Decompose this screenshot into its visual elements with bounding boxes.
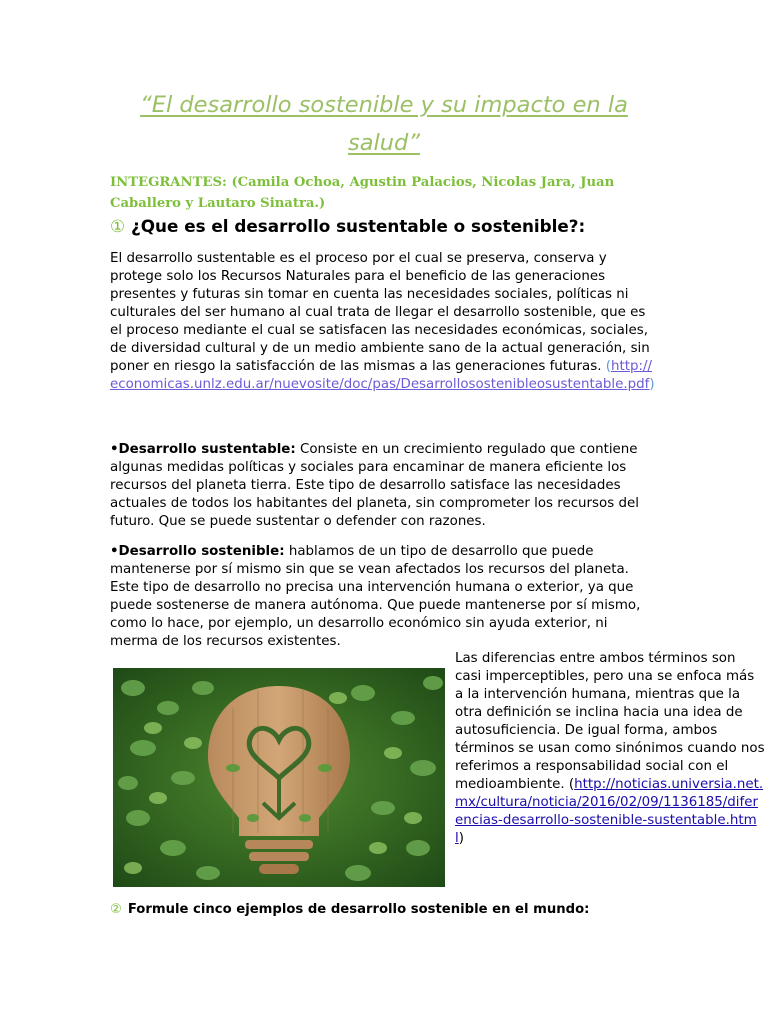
- paragraph-definition: [110, 250, 658, 394]
- lightbulb-leaves-image: [113, 668, 445, 887]
- section-1-number: ①: [110, 216, 126, 236]
- sustentable-text: Consiste en un crecimiento regulado que contiene algunas medidas políticas y sociales para encaminar de manera eficiente los recursos del planeta tierra. Este tipo de desarrollo satisface las necesidades actuales de todos los habitantes del planeta, sin comprometer los recursos del futuro. Que se puede sustentar o defender con razones.: [110, 442, 639, 529]
- paragraph-sostenible: [110, 543, 658, 650]
- sustentable-term: •Desarrollo sustentable:: [110, 442, 296, 457]
- paragraph-diferencias: [455, 650, 765, 848]
- paragraph-definition-text: El desarrollo sustentable es el proceso por el cual se preserva, conserva y protege solo los Recursos Naturales para el beneficio de las generaciones presentes y futuras sin tomar en cuenta las necesidades sociales, políticas ni culturales del ser humano al cual trata de llegar el desarrollo sostenible, que es el proceso mediante el cual se satisfacen las necesidades económicas, sociales, de diversidad cultural y de un medio ambiente sano de la actual generación, sin poner en riesgo la satisfacción de las mismas a las generaciones futuras.: [110, 251, 650, 374]
- paren-open: (: [605, 359, 611, 374]
- section-2-heading-text: Formule cinco ejemplos de desarrollo sostenible en el mundo:: [127, 902, 590, 917]
- title-line-1: “El desarrollo sostenible y su impacto en la: [140, 92, 628, 118]
- section-1-heading-text: ¿Que es el desarrollo sustentable o sostenible?:: [131, 216, 586, 236]
- sostenible-term: •Desarrollo sostenible:: [110, 544, 285, 559]
- diferencias-text: Las diferencias entre ambos términos son casi imperceptibles, pero una se enfoca más a la intervención humana, mientras que la otra definición se inclina hacia una idea de autosuficiencia. De igual forma, ambos términos se usan como sinónimos cuando nos referimos a responsabilidad social con el medioambiente.: [455, 651, 765, 792]
- paren-close: ): [649, 377, 655, 392]
- paren-close: ): [458, 831, 464, 846]
- unlz-link[interactable]: http://economicas.unlz.edu.ar/nuevosite/doc/pas/Desarrollosostenibleosustentable.pdf: [110, 359, 652, 392]
- document-title: [110, 86, 658, 162]
- section-1-heading: [110, 214, 585, 238]
- paragraph-sustentable: [110, 441, 658, 531]
- paren-open: (: [568, 777, 575, 792]
- title-line-2: salud”: [348, 130, 420, 156]
- sostenible-text: hablamos de un tipo de desarrollo que puede mantenerse por sí mismo sin que se vean afectados los recursos del planeta. Este tipo de desarrollo no precisa una intervención humana o exterior, ya que puede sostenerse de manera autónoma. Que puede mantenerse por sí mismo, como lo hace, por ejemplo, un desarrollo económico sin ayuda exterior, ni merma de los recursos existentes.: [110, 544, 641, 649]
- section-2-number: ②: [110, 902, 122, 917]
- members-list: INTEGRANTES: (Camila Ochoa, Agustin Palacios, Nicolas Jara, Juan Caballero y Lautaro Sinatra.): [110, 175, 615, 211]
- section-2-heading: [110, 900, 589, 920]
- universia-link[interactable]: http://noticias.universia.net.mx/cultura/noticia/2016/02/09/1136185/diferencias-desarrollo-sostenible-sustentable.html: [455, 777, 764, 846]
